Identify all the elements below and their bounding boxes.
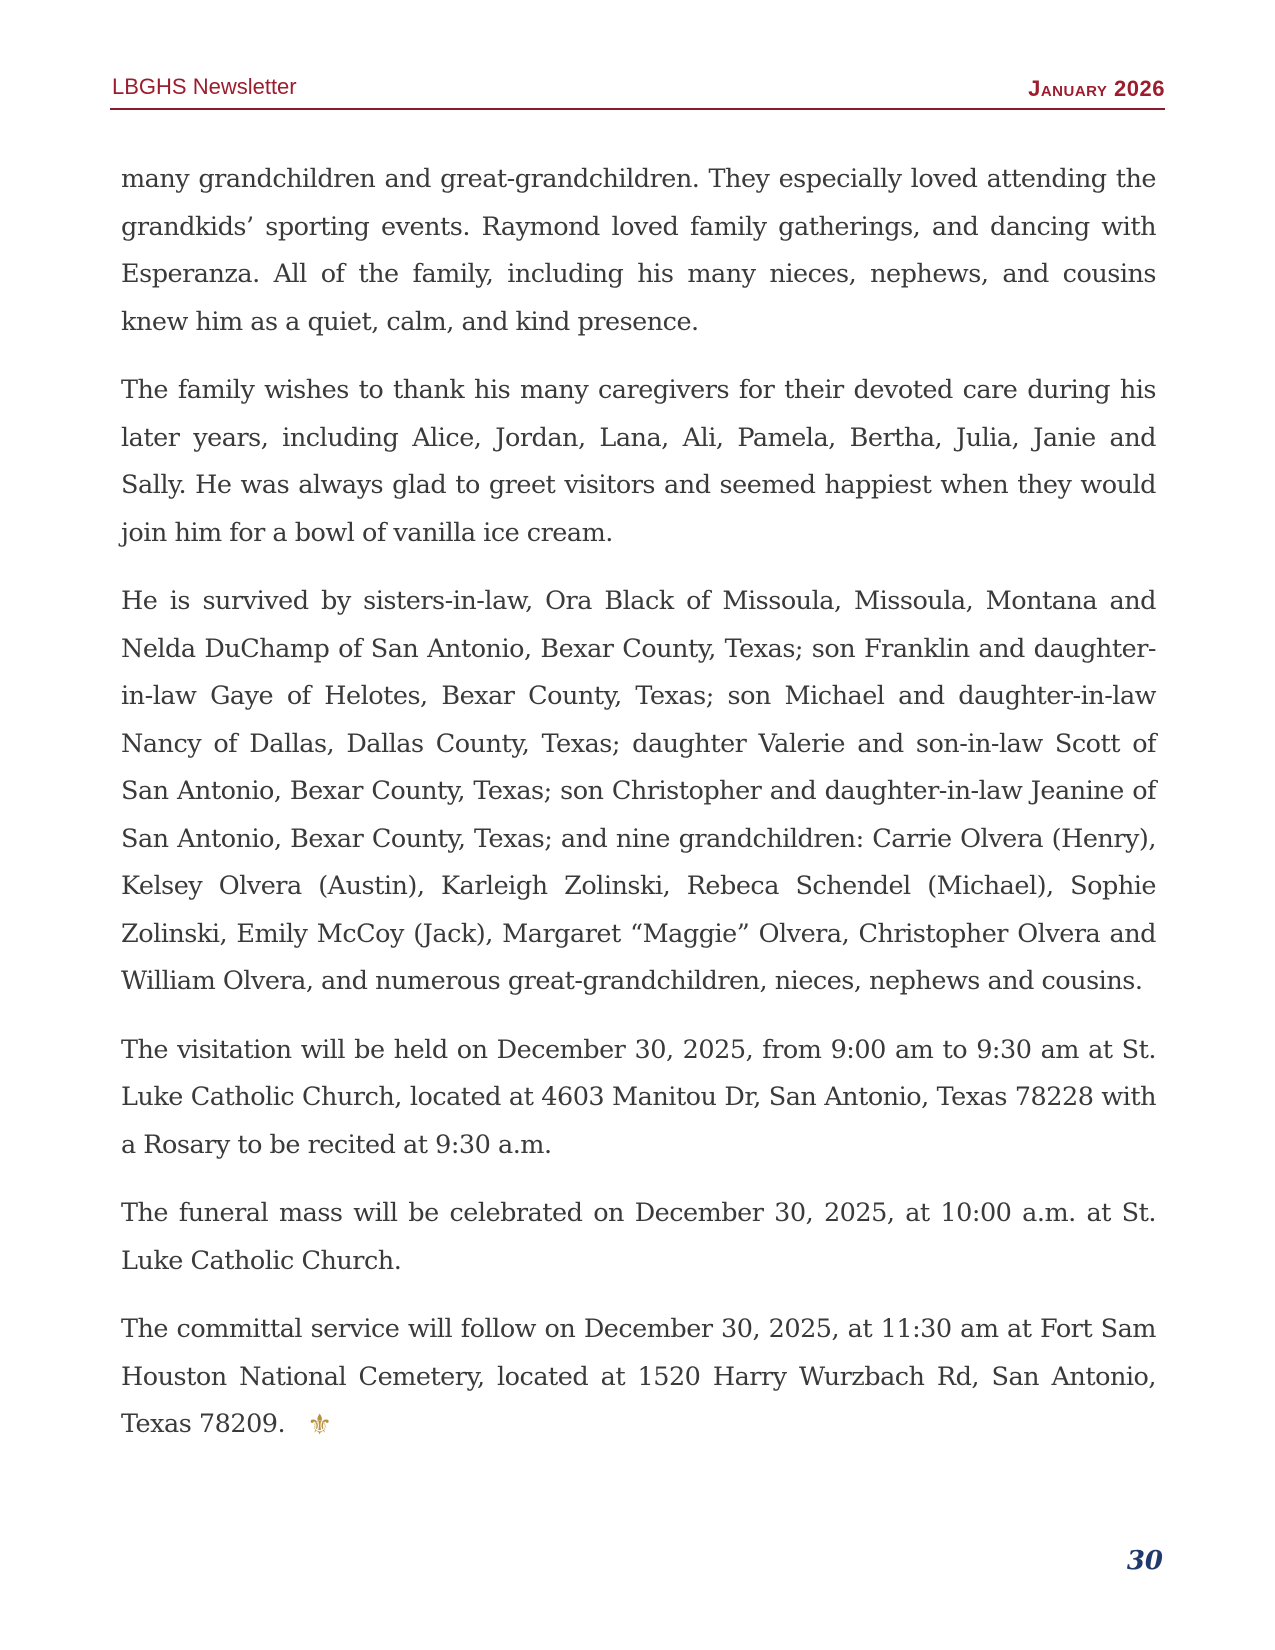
paragraph-family: many grandchildren and great-grandchildren. They especially loved attending the grandkids’ sporting events. Raymond loved family gatherings, and dancing with Esperanza. All of the family, including his many nieces, nephews, and cousins knew him as a quiet, calm, and kind presence. (121, 164, 1156, 337)
paragraph-committal-text: The committal service will follow on December 30, 2025, at 11:30 am at Fort Sam Houston National Cemetery, located at 1520 Harry Wurzbach Rd, San Antonio, Texas 78209. (121, 1314, 1156, 1439)
page-number: 30 (1126, 1546, 1163, 1576)
fleur-de-lis-icon: ⚜ (307, 1408, 332, 1441)
paragraph-caregivers: The family wishes to thank his many caregivers for their devoted care during his later years, including Alice, Jordan, Lana, Ali, Pamela, Bertha, Julia, Janie and Sally. He was always glad to greet visitors and seemed happiest when they would join him for a bowl of vanilla ice cream. (121, 375, 1156, 548)
issue-date: January 2026 (1028, 76, 1165, 101)
article-body (121, 156, 1156, 1470)
paragraph-visitation: The visitation will be held on December 30, 2025, from 9:00 am to 9:30 am at St. Luke Catholic Church, located at 4603 Manitou Dr, San Antonio, Texas 78228 with a Rosary to be recited at 9:30 a.m. (121, 1034, 1156, 1160)
page-header (110, 70, 1165, 110)
publication-title: LBGHS Newsletter (112, 74, 297, 99)
paragraph-survivors: He is survived by sisters-in-law, Ora Black of Missoula, Missoula, Montana and Nelda DuChamp of San Antonio, Bexar County, Texas; son Franklin and daughter-in-law Gaye of Helotes, Bexar County, Texas; son Michael and daughter-in-law Nancy of Dallas, Dallas County, Texas; daughter Valerie and son-in-law Scott of San Antonio, Bexar County, Texas; son Christopher and daughter-in-law Jeanine of San Antonio, Bexar County, Texas; and nine grandchildren: Carrie Olvera (Henry), Kelsey Olvera (Austin), Karleigh Zolinski, Rebeca Schendel (Michael), Sophie Zolinski, Emily McCoy (Jack), Margaret “Maggie” Olvera, Christopher Olvera and William Olvera, and numerous great-grandchildren, nieces, nephews and cousins. (121, 586, 1156, 996)
paragraph-committal (121, 1306, 1156, 1449)
paragraph-funeral-mass: The funeral mass will be celebrated on December 30, 2025, at 10:00 a.m. at St. Luke Catholic Church. (121, 1198, 1156, 1276)
